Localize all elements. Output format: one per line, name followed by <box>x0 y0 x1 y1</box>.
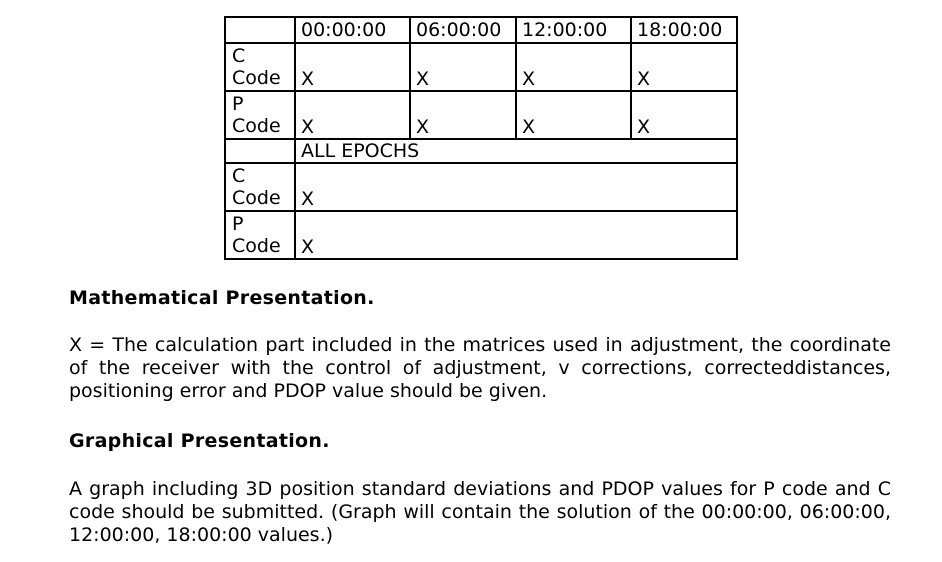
cell-c-12: X <box>516 43 631 91</box>
math-section <box>69 286 891 403</box>
math-body: X = The calculation part included in the matrices used in adjustment, the coordinate of the receiver with the control of adjustment, v corrections, correcteddistances, positioning error and PDOP value should be given. <box>69 334 891 402</box>
header-epoch-12: 12:00:00 <box>516 17 631 43</box>
row-label-p-code-all <box>225 211 295 259</box>
table-row-p-code <box>225 91 737 139</box>
row-label-bottom: Code <box>232 235 281 257</box>
header-epoch-06: 06:00:00 <box>410 17 516 43</box>
cell-c-18: X <box>631 43 737 91</box>
cell-p-12: X <box>516 91 631 139</box>
cell-c-06: X <box>410 43 516 91</box>
graph-section <box>69 429 891 547</box>
row-label-top: C <box>232 45 246 67</box>
cell-p-18: X <box>631 91 737 139</box>
row-label-c-code-all <box>225 163 295 211</box>
table-row-p-code-all <box>225 211 737 259</box>
cell-p-00: X <box>295 91 410 139</box>
table-row-c-code-all <box>225 163 737 211</box>
cell-p-all: X <box>295 211 737 259</box>
table-header-row <box>225 17 737 43</box>
graph-body: A graph including 3D position standard deviations and PDOP values for P code and C code should be submitted. (Graph will contain the solution of the 00:00:00, 06:00:00, 12:00:00, 18:00:00 values.) <box>69 478 891 546</box>
header-corner-cell <box>225 17 295 43</box>
row-label-top: C <box>232 165 246 187</box>
table-all-epochs-row <box>225 139 737 163</box>
cell-p-06: X <box>410 91 516 139</box>
row-label-c-code <box>225 43 295 91</box>
cell-c-all: X <box>295 163 737 211</box>
cell-c-00: X <box>295 43 410 91</box>
row-label-bottom: Code <box>232 67 281 89</box>
all-epochs-label: ALL EPOCHS <box>295 139 737 163</box>
graph-heading: Graphical Presentation. <box>69 430 330 452</box>
row-label-bottom: Code <box>232 115 281 137</box>
header-epoch-00: 00:00:00 <box>295 17 410 43</box>
row-label-top: P <box>232 93 244 115</box>
header-epoch-18: 18:00:00 <box>631 17 737 43</box>
epoch-table <box>224 16 738 260</box>
row-label-p-code <box>225 91 295 139</box>
row-label-top: P <box>232 213 244 235</box>
math-heading: Mathematical Presentation. <box>69 287 375 309</box>
all-epochs-corner-cell <box>225 139 295 163</box>
row-label-bottom: Code <box>232 187 281 209</box>
table-row-c-code <box>225 43 737 91</box>
